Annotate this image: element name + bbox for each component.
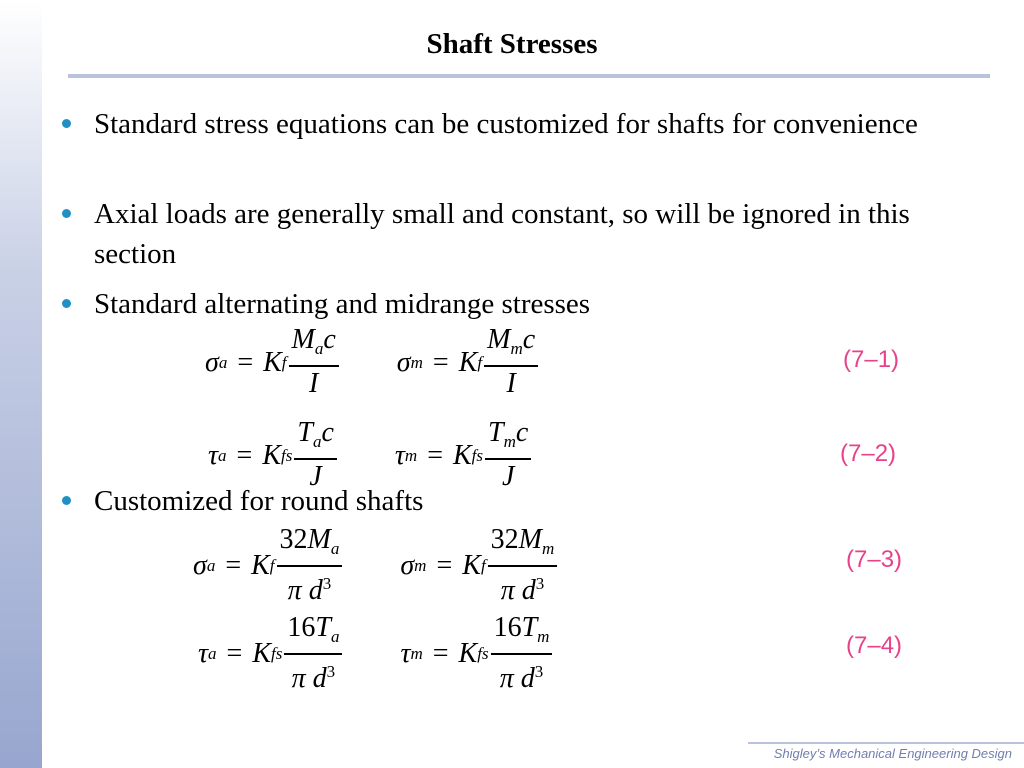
fraction: $\frac{16T_m}{\pi d^3}$ <box>491 612 553 696</box>
bullet-dot-icon <box>62 299 71 308</box>
bullet-dot-icon <box>62 119 71 128</box>
fraction: $\frac{M_ac}{I}$ <box>289 324 339 401</box>
equation-row-7-3 <box>193 524 557 608</box>
equation: σ m = K f $\frac{32M_m}{\pi d^3}$ <box>400 524 557 608</box>
fraction: $\frac{T_mc}{J}$ <box>485 417 531 494</box>
equation: σ m = K f $\frac{M_mc}{I}$ <box>397 324 538 401</box>
equation-number: (7–4) <box>846 632 903 659</box>
equation: τ m = K fs $\frac{16T_m}{\pi d^3}$ <box>400 612 552 696</box>
bullet-text: Standard alternating and midrange stresses <box>94 288 591 320</box>
bullet-item <box>62 194 982 274</box>
equation: σ a = K f $\frac{M_ac}{I}$ <box>205 324 339 401</box>
equation: σ a = K f $\frac{32M_a}{\pi d^3}$ <box>193 524 342 608</box>
fraction: $\frac{T_ac}{J}$ <box>294 417 337 494</box>
equation-number: (7–3) <box>846 546 903 573</box>
bullet-item <box>62 104 982 144</box>
equation: τ a = K fs $\frac{16T_a}{\pi d^3}$ <box>198 612 342 696</box>
equation-number: (7–2) <box>840 440 897 467</box>
bullet-item <box>62 284 982 324</box>
footer-divider <box>748 742 1024 744</box>
fraction: $\frac{32M_a}{\pi d^3}$ <box>277 524 343 608</box>
equation: τ m = K fs $\frac{T_mc}{J}$ <box>395 417 531 494</box>
fraction: $\frac{32M_m}{\pi d^3}$ <box>488 524 558 608</box>
side-gradient-bar <box>0 0 42 768</box>
bullet-text: Standard stress equations can be customized for shafts for convenience <box>94 108 918 140</box>
title-divider <box>68 74 990 78</box>
bullet-dot-icon <box>62 209 71 218</box>
fraction: $\frac{M_mc}{I}$ <box>484 324 538 401</box>
bullet-dot-icon <box>62 496 71 505</box>
bullet-item <box>62 481 982 521</box>
slide-title: Shaft Stresses <box>426 28 598 60</box>
equation-row-7-1 <box>205 324 538 401</box>
footer-text: Shigley’s Mechanical Engineering Design <box>773 746 1012 761</box>
fraction: $\frac{16T_a}{\pi d^3}$ <box>284 612 342 696</box>
equation-number: (7–1) <box>843 346 900 373</box>
bullet-text: Customized for round shafts <box>94 485 424 517</box>
equation-row-7-4 <box>198 612 552 696</box>
equation: τ a = K fs $\frac{T_ac}{J}$ <box>208 417 337 494</box>
bullet-text: Axial loads are generally small and constant, so will be ignored in this section <box>94 198 910 270</box>
